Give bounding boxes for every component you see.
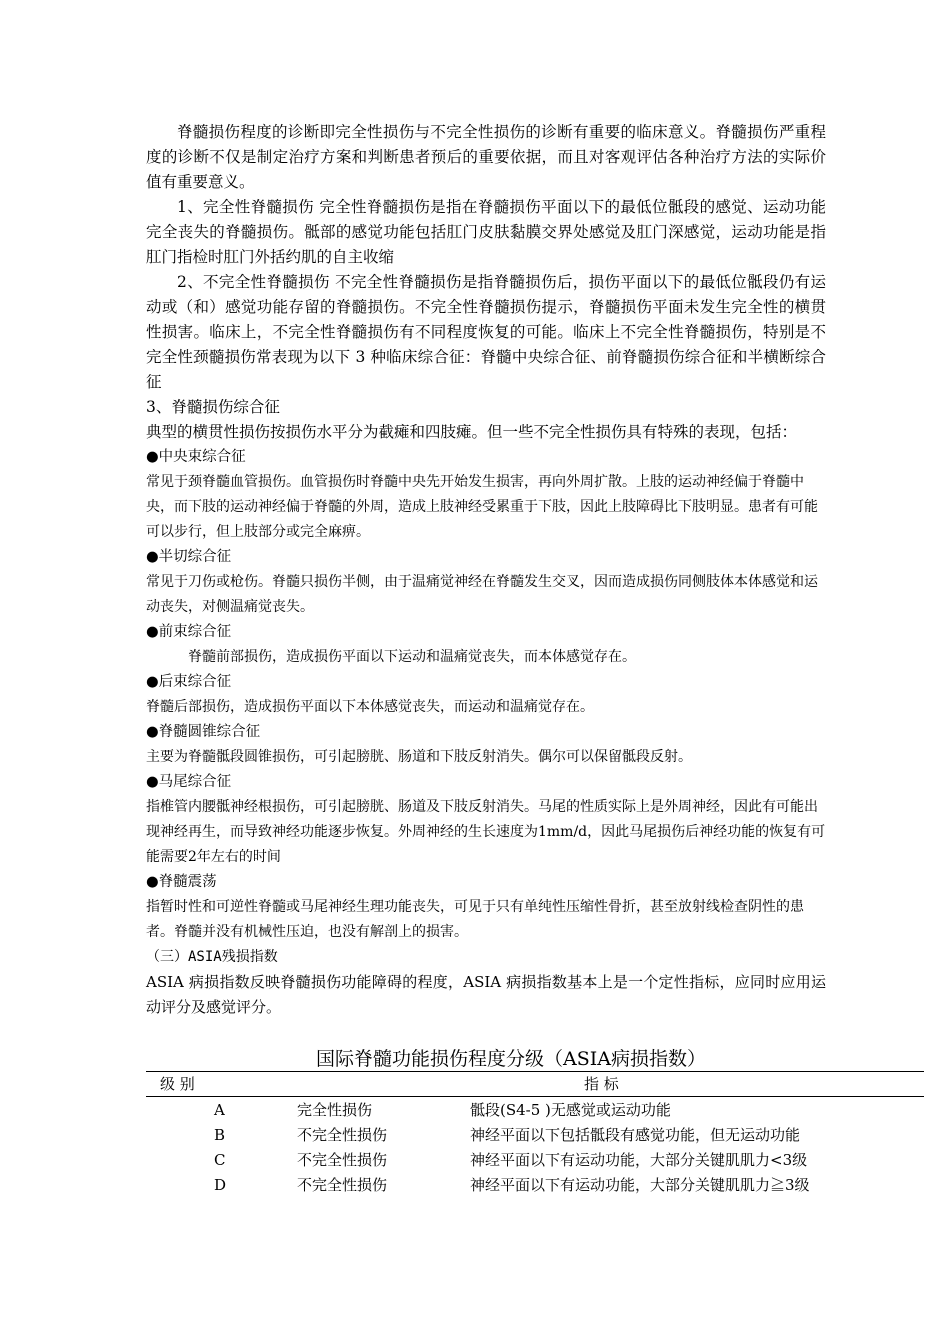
- type-cell: 不完全性损伤: [297, 1176, 388, 1194]
- type-cell: 不完全性损伤: [297, 1126, 388, 1144]
- type-cell: 不完全性损伤: [297, 1151, 388, 1169]
- intro-paragraph: 脊髓损伤程度的诊断即完全性损伤与不完全性损伤的诊断有重要的临床意义。脊髓损伤严重程度的诊断不仅是制定治疗方案和判断患者预后的重要依据，而且对客观评估各种治疗方法的实际价值有重要意义。: [146, 123, 826, 191]
- grade-cell: C: [214, 1151, 226, 1169]
- table-top-rule: [146, 1071, 924, 1072]
- syndrome-text: 常见于颈脊髓血管损伤。血管损伤时脊髓中央先开始发生损害，再向外周扩散。上肢的运动神经偏于脊髓中央，而下肢的运动神经偏于脊髓的外周，造成上肢神经受累重于下肢，因此上肢障碍比下肢明显。患者有可能可以步行，但上肢部分或完全麻痹。: [146, 474, 818, 540]
- section-heading-syndromes: 3、脊髓损伤综合征: [146, 398, 280, 416]
- grade-cell: B: [214, 1126, 226, 1144]
- syndromes-intro: 典型的横贯性损伤按损伤水平分为截瘫和四肢瘫。但一些不完全性损伤具有特殊的表现，包括：: [146, 423, 798, 441]
- table-header-level: 级 别: [160, 1075, 195, 1093]
- type-cell: 完全性损伤: [297, 1101, 373, 1119]
- complete-injury-paragraph: 1、完全性脊髓损伤 完全性脊髓损伤是指在脊髓损伤平面以下的最低位骶段的感觉、运动功能完全丧失的脊髓损伤。骶部的感觉功能包括肛门皮肤黏膜交界处感觉及肛门深感觉，运动功能是指肛门指检时肛门外括约肌的自主收缩: [146, 198, 826, 266]
- syndrome-title: ●脊髓圆锥综合征: [146, 724, 261, 740]
- desc-cell: 神经平面以下有运动功能，大部分关键肌肌力≧3级: [470, 1176, 810, 1194]
- syndrome-text: 指椎管内腰骶神经根损伤，可引起膀胱、肠道及下肢反射消失。马尾的性质实际上是外周神经，因此有可能出现神经再生，而导致神经功能逐步恢复。外周神经的生长速度为1mm/d，因此马尾损伤后神经功能的恢复有可能需要2年左右的时间: [146, 799, 826, 865]
- syndrome-title: ●脊髓震荡: [146, 874, 217, 890]
- desc-cell: 神经平面以下包括骶段有感觉功能，但无运动功能: [470, 1126, 801, 1144]
- desc-cell: 神经平面以下有运动功能，大部分关键肌肌力<3级: [470, 1151, 808, 1169]
- syndrome-title: ●中央束综合征: [146, 449, 246, 465]
- grade-cell: D: [214, 1176, 227, 1194]
- asia-heading: （三）ASIA残损指数: [146, 949, 278, 965]
- asia-paragraph: ASIA 病损指数反映脊髓损伤功能障碍的程度，ASIA 病损指数基本上是一个定性指标，应同时应用运动评分及感觉评分。: [146, 973, 826, 1016]
- table-header-rule: [146, 1096, 924, 1097]
- document-body: [146, 120, 826, 1020]
- syndrome-text: 主要为脊髓骶段圆锥损伤，可引起膀胱、肠道和下肢反射消失。偶尔可以保留骶段反射。: [146, 749, 692, 765]
- desc-cell: 骶段(S4-5 )无感觉或运动功能: [470, 1101, 671, 1119]
- table-title: 国际脊髓功能损伤程度分级（ASIA病损指数）: [316, 1048, 706, 1070]
- table-row: [0, 1148, 950, 1173]
- incomplete-injury-paragraph: 2、不完全性脊髓损伤 不完全性脊髓损伤是指脊髓损伤后，损伤平面以下的最低位骶段仍有运动或（和）感觉功能存留的脊髓损伤。不完全性脊髓损伤提示，脊髓损伤平面未发生完全性的横贯性损害。临床上，不完全性脊髓损伤有不同程度恢复的可能。临床上不完全性脊髓损伤，特别是不完全性颈髓损伤常表现为以下 3 种临床综合征：脊髓中央综合征、前脊髓损伤综合征和半横断综合征: [146, 273, 826, 391]
- grade-cell: A: [214, 1101, 225, 1119]
- table-row: [0, 1098, 950, 1123]
- syndrome-text: 脊髓后部损伤，造成损伤平面以下本体感觉丧失，而运动和温痛觉存在。: [146, 699, 594, 715]
- table-header-index: 指 标: [584, 1075, 619, 1093]
- syndrome-title: ●前束综合征: [146, 624, 232, 640]
- table-row: [0, 1173, 950, 1198]
- syndrome-title: ●后束综合征: [146, 674, 232, 690]
- table-row: [0, 1123, 950, 1148]
- syndrome-text: 脊髓前部损伤，造成损伤平面以下运动和温痛觉丧失，而本体感觉存在。: [188, 649, 636, 665]
- syndrome-title: ●半切综合征: [146, 549, 232, 565]
- syndrome-title: ●马尾综合征: [146, 774, 232, 790]
- syndrome-text: 常见于刀伤或枪伤。脊髓只损伤半侧，由于温痛觉神经在脊髓发生交叉，因而造成损伤同侧肢体本体感觉和运动丧失，对侧温痛觉丧失。: [146, 574, 818, 615]
- syndrome-text: 指暂时性和可逆性脊髓或马尾神经生理功能丧失，可见于只有单纯性压缩性骨折，甚至放射线检查阴性的患者。脊髓并没有机械性压迫，也没有解剖上的损害。: [146, 899, 804, 940]
